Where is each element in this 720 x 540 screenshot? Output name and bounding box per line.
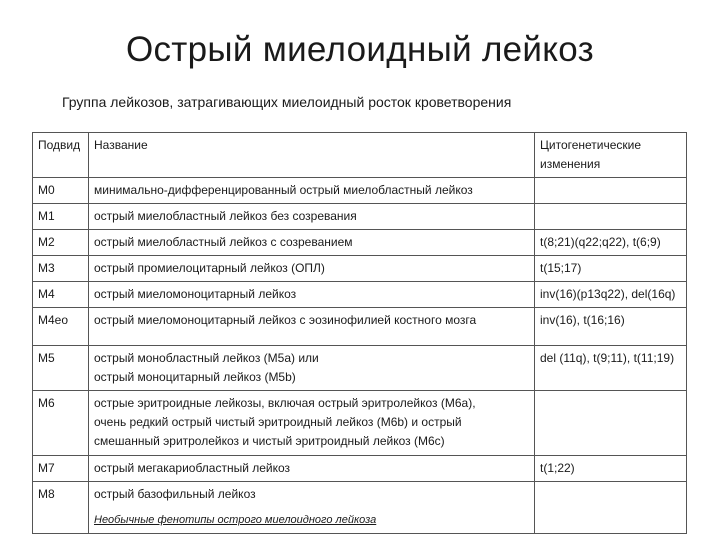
table-row [33, 282, 687, 308]
cell-name: острый миелобластный лейкоз без созревания [89, 204, 535, 230]
cell-subtype: M4 [33, 282, 89, 308]
header-cytogenetics-line1: Цитогенетические [540, 138, 642, 152]
page-title: Острый миелоидный лейкоз [125, 30, 595, 69]
cell-name: острый базофильный лейкоз [89, 482, 535, 508]
header-cytogenetics-line2: изменения [540, 157, 601, 171]
cell-name: острый миеломоноцитарный лейкоз с эозинофилией костного мозга [89, 308, 535, 346]
cell-cytogenetics [535, 178, 687, 204]
table-row [33, 204, 687, 230]
table-row [33, 391, 687, 456]
table-row [33, 456, 687, 482]
cell-name-line: острый монобластный лейкоз (M5a) или [94, 351, 319, 365]
table-row [33, 178, 687, 204]
cell-name: острый мегакариобластный лейкоз [89, 456, 535, 482]
cell-cytogenetics [535, 482, 687, 508]
cell-name [89, 391, 535, 456]
table-row [33, 230, 687, 256]
footnote-row [33, 507, 687, 534]
table-row [33, 482, 687, 508]
cell-cytogenetics: inv(16)(p13q22), del(16q) [535, 282, 687, 308]
footnote: Необычные фенотипы острого миелоидного лейкоза [94, 514, 377, 526]
cell-subtype: M0 [33, 178, 89, 204]
table-row [33, 308, 687, 346]
table-header-row [33, 133, 687, 178]
cell-name: минимально-дифференцированный острый миелобластный лейкоз [89, 178, 535, 204]
header-name: Название [89, 133, 535, 178]
cell-subtype: M3 [33, 256, 89, 282]
cell-name-line: смешанный эритролейкоз и чистый эритроидный лейкоз (M6c) [94, 434, 445, 448]
cell-name: острый промиелоцитарный лейкоз (ОПЛ) [89, 256, 535, 282]
cell-name-line: острый моноцитарный лейкоз (M5b) [94, 370, 296, 384]
table-row [33, 256, 687, 282]
header-cytogenetics [535, 133, 687, 178]
cell-subtype: M7 [33, 456, 89, 482]
cell-name: острый миелобластный лейкоз с созреванием [89, 230, 535, 256]
cell-name-line: острые эритроидные лейкозы, включая острый эритролейкоз (M6a), [94, 396, 476, 410]
cell-subtype: M4eo [33, 308, 89, 346]
table-row [33, 346, 687, 391]
leukemia-table [32, 132, 687, 534]
cell-cytogenetics: t(8;21)(q22;q22), t(6;9) [535, 230, 687, 256]
cell-cytogenetics: t(1;22) [535, 456, 687, 482]
cell-cytogenetics: del (11q), t(9;11), t(11;19) [535, 346, 687, 391]
cell-cytogenetics: t(15;17) [535, 256, 687, 282]
header-subtype: Подвид [33, 133, 89, 178]
cell-cytogenetics [535, 204, 687, 230]
cell-name [89, 346, 535, 391]
cell-name: острый миеломоноцитарный лейкоз [89, 282, 535, 308]
cell-cytogenetics: inv(16), t(16;16) [535, 308, 687, 346]
cell-name-line: очень редкий острый чистый эритроидный лейкоз (M6b) и острый [94, 415, 462, 429]
cell-subtype: M6 [33, 391, 89, 456]
cell-subtype: M2 [33, 230, 89, 256]
cell-subtype: M8 [33, 482, 89, 508]
cell-subtype: M1 [33, 204, 89, 230]
cell-cytogenetics [535, 391, 687, 456]
subtitle: Группа лейкозов, затрагивающих миелоидный росток кроветворения [62, 94, 512, 110]
cell-subtype: M5 [33, 346, 89, 391]
